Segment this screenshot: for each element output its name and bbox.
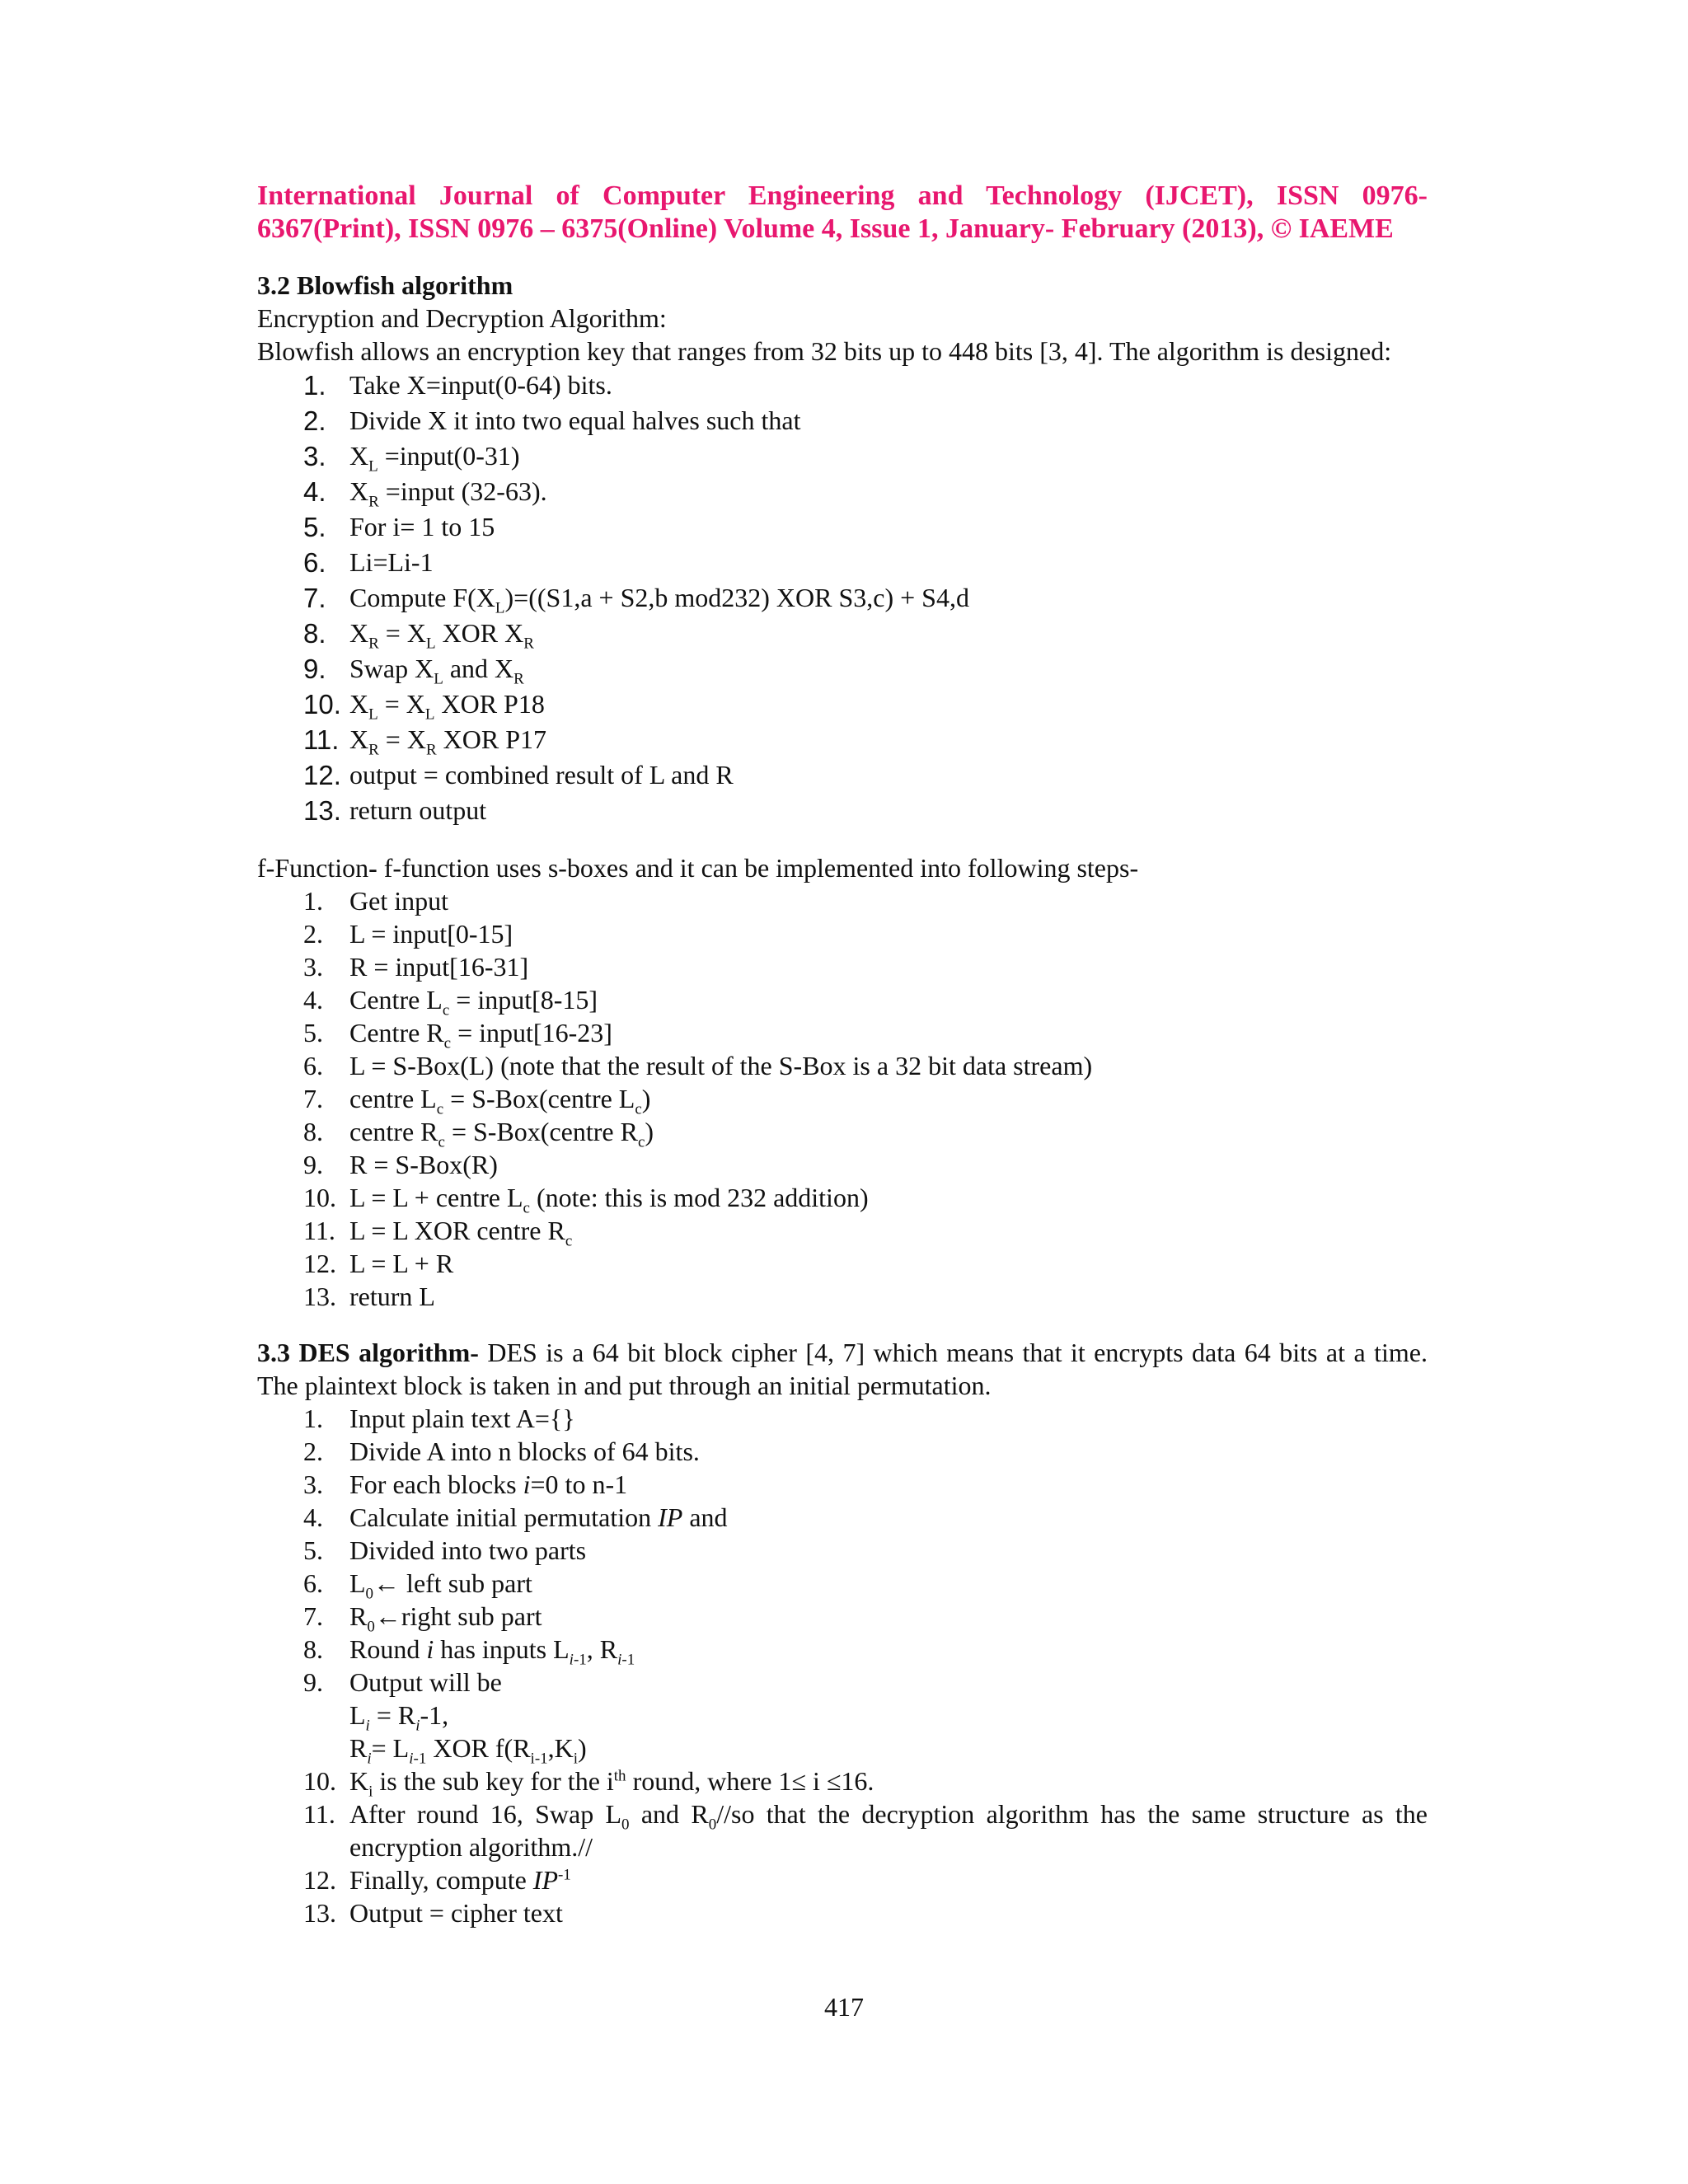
des-section-title: 3.3 DES algorithm- [257,1338,479,1367]
step-number: 10. [303,689,341,719]
list-item: 8. centre $R_c$ = S-Box(centre $R_c$) [303,1117,654,1151]
step-number: 12. [303,1249,336,1278]
step-number: 1. [303,1404,323,1433]
step-number: 11. [303,1216,335,1245]
list-item: 13. return L [303,1282,435,1311]
step-number: 11. [303,724,340,755]
list-item: 9. R = S-Box(R) [303,1150,498,1179]
step-number: 2. [303,919,323,949]
list-item: 7. $R_0\leftarrow right$ sub part [303,1601,542,1636]
blowfish-intro: Blowfish allows an encryption key that ranges from 32 bits up to 448 bits [3, 4]. The algorithm is designed: [257,336,1392,366]
list-item: 8. Round i has inputs $L_{i-1}$, $R_{i-1}$ [303,1634,635,1669]
list-item: 2. Divide A into n blocks of 64 bits. [303,1436,700,1466]
list-item: 6. $L_0\leftarrow$ left sub part [303,1568,532,1603]
list-item: 12. L = L + R [303,1249,454,1278]
list-item: 11. L = L XOR centre $R_c$ [303,1216,573,1250]
step-number: 2. [303,405,326,436]
list-item: 3. $X_L$ =input(0-31) [257,438,1428,474]
list-item: 3. For each blocks i=0 to n-1 [303,1469,628,1499]
blowfish-section-title: 3.2 Blowfish algorithm [257,270,513,300]
des-output-line2: $R_i= L_{i-1}$ XOR $f(R_{i-1},K_i)$ [349,1733,587,1768]
list-item: 5. Divided into two parts [303,1535,587,1565]
list-item: 10. $K_i$ is the sub key for the $i^{th}$ round, where 1≤ i ≤16. [303,1766,874,1801]
list-item: 13. Output = cipher text [303,1898,563,1928]
list-item: 9. Output will be $L_i = R_i-1$, $R_i= L_{i-1}$ XOR $f(R_{i-1},K_i)$ [257,1666,1428,1765]
list-item: 2. L = input[0-15] [303,919,513,949]
step-number: 5. [303,1018,323,1047]
list-item: 1. Get input [303,886,448,916]
step-number: 1. [303,886,323,916]
ffunction-steps [257,884,1428,1313]
step-number: 5. [303,1535,323,1565]
step-number: 10. [303,1766,336,1796]
list-item: 6. L = S-Box(L) (note that the result of the S-Box is a 32 bit data stream) [303,1051,1093,1080]
list-item: 5. For i= 1 to 15 [257,509,1428,545]
page-number: 417 [824,1992,864,2022]
step-number: 9. [303,1667,323,1697]
list-item: 9. Swap $X_L$ and $X_R$ [257,651,1428,687]
list-item: 1. Take X=input(0-64) bits. [257,368,1428,403]
journal-header [257,180,1428,246]
step-number: 8. [303,618,326,649]
list-item: 4. Calculate initial permutation IP and [303,1502,728,1532]
ffunction-lead: f-Function [257,853,369,883]
step-number: 6. [303,547,326,578]
list-item: 5. Centre $R_c$ = input[16-23] [303,1018,612,1052]
ffunction-intro-text: f-function uses s-boxes and it can be implemented into following steps- [377,853,1139,883]
list-item: 4. $X_R$ =input (32-63). [257,474,1428,509]
step-number: 13. [303,1898,336,1928]
step-number: 3. [303,1469,323,1499]
journal-header-line2: 6367(Print), ISSN 0976 – 6375(Online) Volume 4, Issue 1, January- February (2013), © IAEME [257,213,1394,244]
step-number: 12. [303,760,341,790]
list-item: 2. Divide X it into two equal halves such that [257,403,1428,438]
step-number: 12. [303,1865,336,1895]
step-number: 7. [303,583,326,613]
step-number: 4. [303,1502,323,1532]
step-number: 8. [303,1634,323,1664]
blowfish-steps [257,368,1428,828]
step-number: 7. [303,1601,323,1631]
list-item: 4. Centre $L_c$ = input[8-15] [303,985,598,1019]
step-number: 5. [303,512,326,542]
journal-header-line1: International Journal of Computer Engineering and Technology (IJCET), ISSN 0976- [257,180,1428,211]
step-number: 3. [303,952,323,982]
list-item: 7. centre $L_c$ = S-Box(centre $L_c$) [303,1084,651,1118]
des-intro-text: DES is a 64 bit block cipher [4, 7] which means that it encrypts data 64 bits at a time. The plaintext block is taken in and put through an initial permutation. [257,1338,1428,1400]
list-item: 11. $X_R = X_R$ XOR P17 [257,722,1428,757]
list-item: 10. L = L + centre $L_c$ (note: this is mod 232 addition) [303,1183,869,1217]
des-output-line1: $L_i = R_i-1$, [349,1700,449,1735]
step-number: 4. [303,985,323,1015]
step-number: 1. [303,370,326,401]
step-number: 7. [303,1084,323,1113]
list-item: 13. return output [257,793,1428,828]
step-number: 6. [303,1051,323,1080]
list-item: 10. $X_L = X_L$ XOR P18 [257,687,1428,722]
des-steps [257,1402,1428,1929]
list-item: 12. output = combined result of L and R [257,757,1428,793]
step-number: 10. [303,1183,336,1212]
ffunction-dash: - [368,853,377,883]
list-item: 6. Li=Li-1 [257,545,1428,580]
blowfish-subtitle: Encryption and Decryption Algorithm: [257,303,667,333]
step-number: 9. [303,1150,323,1179]
step-number: 13. [303,795,341,826]
list-item: 3. R = input[16-31] [303,952,529,982]
step-number: 11. [303,1799,335,1829]
step-number: 6. [303,1568,323,1598]
list-item: 8. $X_R = X_L$ XOR $X_R$ [257,616,1428,651]
step-number: 9. [303,654,326,684]
step-number: 3. [303,441,326,471]
ffunction-intro [257,851,1428,884]
des-intro [257,1336,1428,1402]
step-number: 2. [303,1436,323,1466]
list-item: 11. After round 16, Swap $L_0$ and $R_0//so$ that the decryption algorithm has the same structure as the encryption algorithm.// [303,1799,1428,1862]
step-number: 13. [303,1282,336,1311]
page-content [257,180,1428,1929]
list-item: 7. Compute $F(X_L)=((S1,a + S2,b$ mod232) XOR S3,c) + S4,d [257,580,1428,616]
step-number: 4. [303,476,326,507]
step-number: 8. [303,1117,323,1146]
list-item: 12. Finally, compute $IP^{-1}$ [303,1865,571,1895]
list-item: 1. Input plain text A={} [303,1404,575,1433]
